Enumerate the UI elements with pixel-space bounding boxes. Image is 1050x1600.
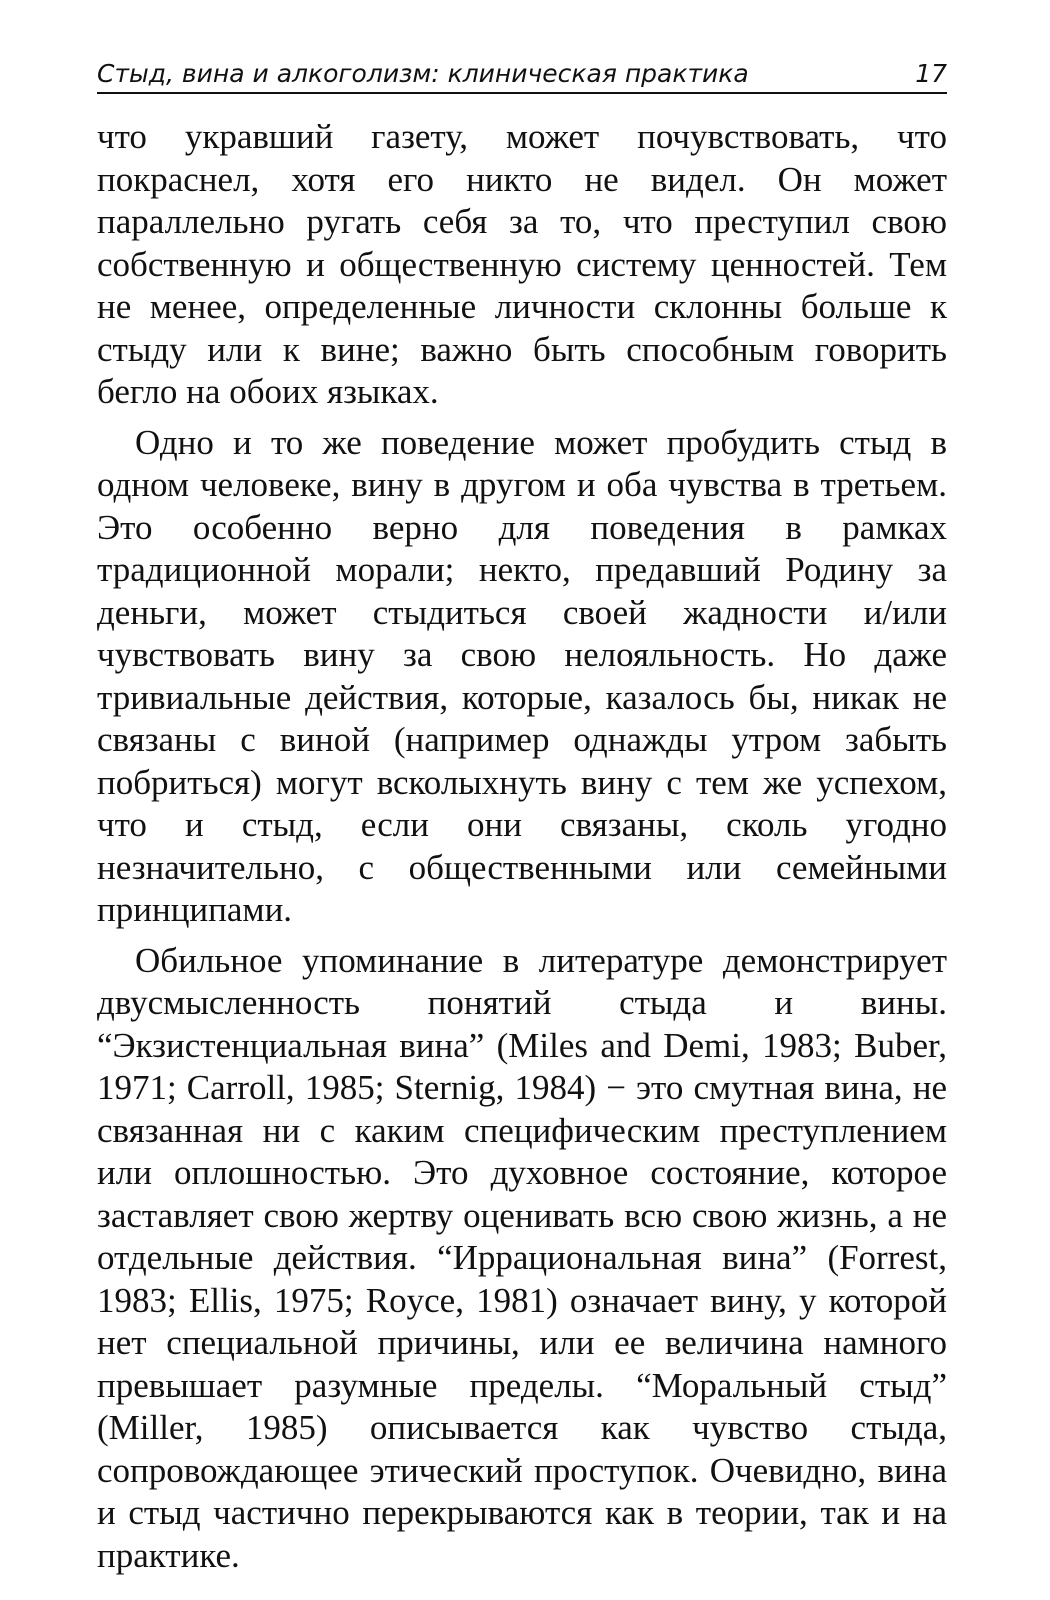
body-text (97, 116, 947, 1577)
paragraph: Одно и то же поведение может пробудить стыд в одном человеке, вину в другом и оба чувства в третьем. Это особенно верно для поведения в рамках традиционной морали; некто, предавший Родину за деньги, может стыдиться своей жадности и/или чувствовать вину за свою нелояльность. Но даже тривиальные действия, которые, казалось бы, никак не связаны с виной (например однажды утром забыть побриться) могут всколыхнуть вину с тем же успехом, что и стыд, если они связаны, сколь угодно незначительно, с общественными или семейными принципами. (97, 422, 947, 929)
page-number: 17 (915, 59, 947, 88)
book-page (97, 58, 947, 1585)
running-header (97, 58, 947, 94)
paragraph-continuation: что укравший газету, может почувствовать, что покраснел, хотя его никто не видел. Он может параллельно ругать себя за то, что преступил свою собственную и общественную систему ценностей. Тем не менее, определенные личности склонны больше к стыду или к вине; важно быть способным говорить бегло на обоих языках. (97, 117, 947, 411)
paragraph: Обильное упоминание в литературе демонстрирует двусмысленность понятий стыда и вины. “Экзистенциальная вина” (Miles and Demi, 1983; Buber, 1971; Carroll, 1985; Sternig, 1984) − это смутная вина, не связанная ни с каким специфическим преступлением или оплошностью. Это духовное состояние, которое заставляет свою жертву оценивать всю свою жизнь, а не отдельные действия. “Иррациональная вина” (Forrest, 1983; Ellis, 1975; Royce, 1981) означает вину, у которой нет специальной причины, или ее величина намного превышает разумные пределы. “Моральный стыд” (Miller, 1985) описывается как чувство стыда, сопровождающее этический проступок. Очевидно, вина и стыд частично перекрываются как в теории, так и на практике. (97, 940, 947, 1575)
running-title: Стыд, вина и алкоголизм: клиническая практика (97, 59, 749, 88)
